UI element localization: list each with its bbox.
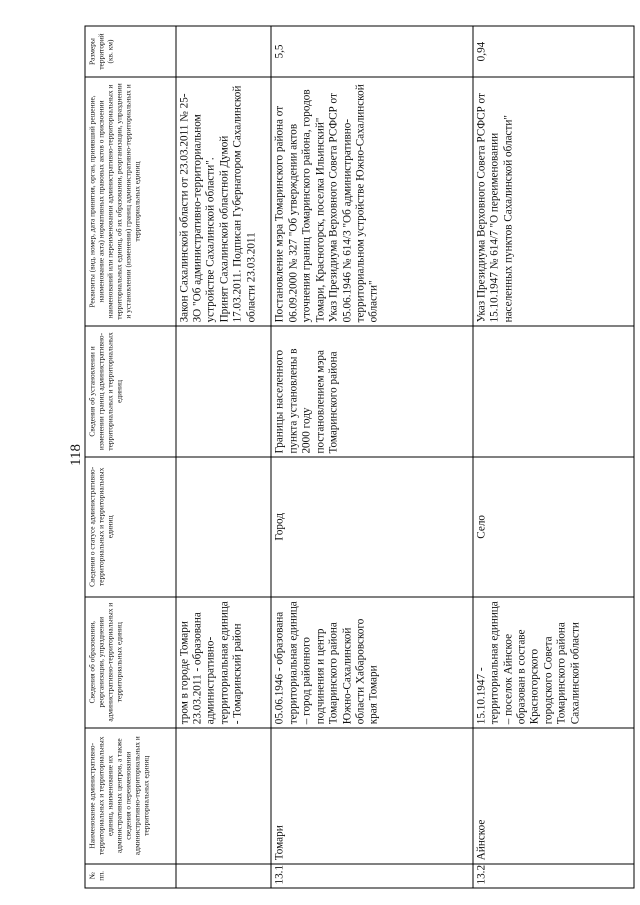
- cell-num: 13.2: [473, 864, 634, 888]
- cell-info: тром в городе Томари 23.03.2011 - образована административно-территориальная единица - Томаринский район: [176, 597, 272, 728]
- table-row: [176, 26, 272, 888]
- cell-bounds: Границы населенного пункта установлены в 2000 году постановлением мэра Томаринского района: [271, 326, 472, 457]
- table-row: [271, 26, 472, 888]
- cell-name: Айнское: [473, 728, 634, 864]
- register-table-container: [85, 26, 635, 889]
- header-name: Наименование административно-территориальных и территориальных единиц, наименование их административных центров, а также сведения о переименовании административно-территориальных и территориальных единиц: [85, 728, 176, 864]
- header-requisites: Реквизиты (вид, номер, дата принятия, орган, принявший решение, наименование акта) нормативных правовых актов о присвоении наименований или переименовании административно-территориальных и территориальных единиц, об их образовании, реорганизации, упразднении и установлении (изменении) границ административно-территориальных и территориальных единиц: [85, 77, 176, 326]
- cell-num: 13.1: [271, 864, 472, 888]
- cell-area: 5,5: [271, 26, 472, 77]
- header-info: Сведения об образовании, реорганизации, упразднении административно-территориальных и территориальных единиц: [85, 597, 176, 728]
- register-table: [85, 26, 635, 889]
- cell-area: [176, 26, 272, 77]
- cell-status: [176, 457, 272, 597]
- cell-status: Село: [473, 457, 634, 597]
- cell-name: [176, 728, 272, 864]
- cell-info: 15.10.1947 - территориальная единица – поселок Айнское образован в составе Красногорского городского Совета Томаринского района Сахалинской области: [473, 597, 634, 728]
- cell-requisites: Постановление мэра Томаринского района от 06.09.2000 № 327 "Об утверждении актов уточнения границ Томаринского района, городов Томари, Красногорск, поселка Ильинский" Указ Президиума Верховного Совета РСФСР от 05.06.1946 № 614/3 "Об административно-территориальном устройстве Южно-Сахалинской области": [271, 77, 472, 326]
- cell-num: [176, 864, 272, 888]
- header-area: Размеры территорий (кв. км): [85, 26, 176, 77]
- header-bounds: Сведения об установлении и изменении границ административно-территориальных и территориальных единиц: [85, 326, 176, 457]
- cell-bounds: [473, 326, 634, 457]
- cell-area: 0,94: [473, 26, 634, 77]
- table-row: [473, 26, 634, 888]
- cell-status: Город: [271, 457, 472, 597]
- table-header-row: [85, 26, 176, 888]
- cell-name: Томари: [271, 728, 472, 864]
- cell-requisites: Указ Президиума Верховного Совета РСФСР от 15.10.1947 № 614/7 "О переименовании населенных пунктов Сахалинской области": [473, 77, 634, 326]
- header-status: Сведения о статусе административно-территориальных и территориальных единиц: [85, 457, 176, 597]
- header-num: № пп.: [85, 864, 176, 888]
- cell-info: 05.06.1946 - образована территориальная единица – город районного подчинения и центр Томаринского района Южно-Сахалинской области Хабаровского края Томари: [271, 597, 472, 728]
- cell-bounds: [176, 326, 272, 457]
- cell-requisites: Закон Сахалинской области от 23.03.2011 № 25-ЗО "Об административно-территориальном устройстве Сахалинской области". Принят Сахалинской областной Думой 17.03.2011. Подписан Губернатором Сахалинской области 23.03.2011: [176, 77, 272, 326]
- page-number: 118: [68, 444, 84, 466]
